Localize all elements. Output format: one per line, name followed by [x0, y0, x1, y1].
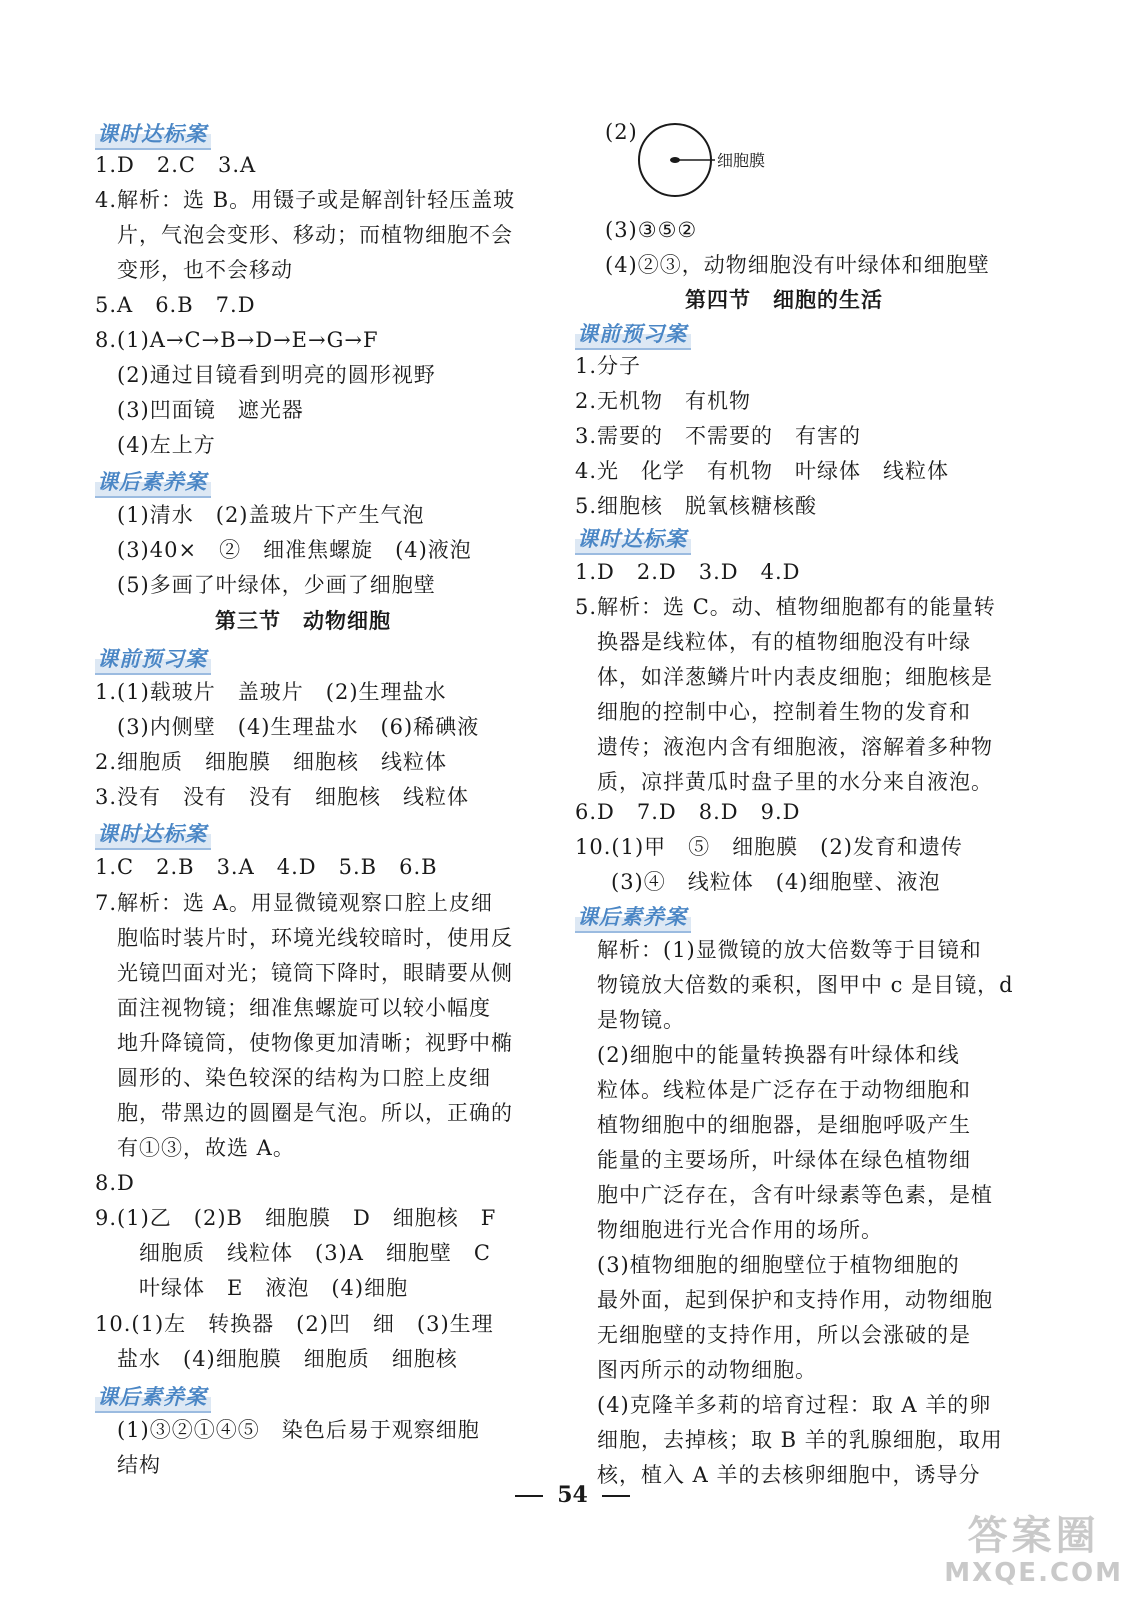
page-number-text: 54: [557, 1482, 588, 1508]
answer-line: 细胞，去掉核；取 B 羊的乳腺细胞，取用: [597, 1428, 1003, 1452]
answer-line: (2): [605, 120, 638, 144]
watermark-sub: MXQE.COM: [944, 1558, 1123, 1588]
answer-line: 结构: [117, 1453, 161, 1477]
answer-line: 盐水 (4)细胞膜 细胞质 细胞核: [117, 1347, 458, 1371]
answer-line: 4.光 化学 有机物 叶绿体 线粒体: [575, 459, 950, 483]
section-header: 课后素养案: [95, 1383, 211, 1413]
watermark-main: 答案圈: [967, 1513, 1100, 1559]
cell-membrane-diagram: [637, 122, 797, 202]
answer-line: 植物细胞中的细胞器，是细胞呼吸产生: [597, 1113, 971, 1137]
answer-line: 最外面，起到保护和支持作用，动物细胞: [597, 1288, 993, 1312]
answer-line: 图丙所示的动物细胞。: [597, 1358, 817, 1382]
answer-line: 物镜放大倍数的乘积，图甲中 c 是目镜，d: [597, 973, 1014, 997]
answer-line: (5)多画了叶绿体，少画了细胞壁: [117, 573, 436, 597]
answer-line: 有①③，故选 A。: [117, 1136, 295, 1160]
answer-line: 叶绿体 E 液泡 (4)细胞: [139, 1276, 409, 1300]
answer-line: (1)③②①④⑤ 染色后易于观察细胞: [117, 1418, 480, 1442]
answer-line: 1.D 2.D 3.D 4.D: [575, 560, 801, 584]
answer-line: (4)克隆羊多莉的培育过程：取 A 羊的卵: [597, 1393, 992, 1417]
answer-line: 胞，带黑边的圆圈是气泡。所以，正确的: [117, 1101, 513, 1125]
answer-line: (2)通过目镜看到明亮的圆形视野: [117, 363, 436, 387]
dash-left: [515, 1495, 543, 1497]
section-header: 课时达标案: [95, 120, 211, 150]
answer-line: 粒体。线粒体是广泛存在于动物细胞和: [597, 1078, 971, 1102]
section-header: 课前预习案: [95, 645, 211, 675]
answer-line: 8.(1)A→C→B→D→E→G→F: [95, 328, 379, 352]
answer-line: 细胞质 线粒体 (3)A 细胞壁 C: [139, 1241, 491, 1265]
answer-line: (4)②③，动物细胞没有叶绿体和细胞壁: [605, 253, 990, 277]
answer-line: 1.分子: [575, 354, 642, 378]
section-header: 课后素养案: [575, 903, 691, 933]
answer-line: 1.D 2.C 3.A: [95, 153, 257, 177]
answer-line: 物细胞进行光合作用的场所。: [597, 1218, 883, 1242]
answer-line: (3)40× ② 细准焦螺旋 (4)液泡: [117, 538, 472, 562]
section-header: 课时达标案: [95, 820, 211, 850]
answer-line: (4)左上方: [117, 433, 216, 457]
answer-line: 地升降镜筒，使物像更加清晰；视野中椭: [117, 1031, 513, 1055]
watermark: [944, 1514, 1123, 1588]
answer-line: 圆形的、染色较深的结构为口腔上皮细: [117, 1066, 491, 1090]
answer-line: 胞临时装片时，环境光线较暗时，使用反: [117, 926, 513, 950]
answer-line: 5.A 6.B 7.D: [95, 293, 256, 317]
answer-line: 核，植入 A 羊的去核卵细胞中，诱导分: [597, 1463, 981, 1487]
answer-line: 7.解析：选 A。用显微镜观察口腔上皮细: [95, 891, 493, 915]
dash-right: [602, 1495, 630, 1497]
section-header: 课后素养案: [95, 468, 211, 498]
answer-line: 片，气泡会变形、移动；而植物细胞不会: [117, 223, 513, 247]
answer-line: 10.(1)甲 ⑤ 细胞膜 (2)发育和遗传: [575, 835, 963, 859]
page-number: [0, 1482, 1145, 1508]
answer-line: 解析：(1)显微镜的放大倍数等于目镜和: [597, 938, 982, 962]
answer-line: 1.(1)载玻片 盖玻片 (2)生理盐水: [95, 680, 447, 704]
answer-line: 体，如洋葱鳞片叶内表皮细胞；细胞核是: [597, 665, 993, 689]
answer-line: 9.(1)乙 (2)B 细胞膜 D 细胞核 F: [95, 1206, 497, 1230]
answer-line: 能量的主要场所，叶绿体在绿色植物细: [597, 1148, 971, 1172]
answer-line: 1.C 2.B 3.A 4.D 5.B 6.B: [95, 855, 438, 879]
answer-line: 胞中广泛存在，含有叶绿素等色素，是植: [597, 1183, 993, 1207]
answer-line: 细胞的控制中心，控制着生物的发育和: [597, 700, 971, 724]
answer-line: 变形，也不会移动: [117, 258, 293, 282]
answer-line: (3)④ 线粒体 (4)细胞壁、液泡: [611, 870, 941, 894]
answer-line: 2.细胞质 细胞膜 细胞核 线粒体: [95, 750, 448, 774]
section-title: 第四节 细胞的生活: [685, 287, 883, 312]
answer-line: (3)③⑤②: [605, 218, 698, 242]
answer-line: 5.解析：选 C。动、植物细胞都有的能量转: [575, 595, 996, 619]
answer-line: 6.D 7.D 8.D 9.D: [575, 800, 801, 824]
diagram-label: 细胞膜: [717, 151, 766, 170]
answer-line: 遗传；液泡内含有细胞液，溶解着多种物: [597, 735, 993, 759]
answer-line: (3)凹面镜 遮光器: [117, 398, 304, 422]
answer-line: 5.细胞核 脱氧核糖核酸: [575, 494, 818, 518]
answer-line: 换器是线粒体，有的植物细胞没有叶绿: [597, 630, 971, 654]
answer-line: 2.无机物 有机物: [575, 389, 752, 413]
section-title: 第三节 动物细胞: [215, 608, 391, 633]
answer-line: (3)内侧壁 (4)生理盐水 (6)稀碘液: [117, 715, 480, 739]
section-header: 课前预习案: [575, 320, 691, 350]
answer-line: (2)细胞中的能量转换器有叶绿体和线: [597, 1043, 960, 1067]
answer-line: (3)植物细胞的细胞壁位于植物细胞的: [597, 1253, 960, 1277]
answer-line: 光镜凹面对光；镜筒下降时，眼睛要从侧: [117, 961, 513, 985]
answer-line: 8.D: [95, 1171, 135, 1195]
answer-line: 无细胞壁的支持作用，所以会涨破的是: [597, 1323, 971, 1347]
answer-line: 4.解析：选 B。用镊子或是解剖针轻压盖玻: [95, 188, 516, 212]
answer-line: 面注视物镜；细准焦螺旋可以较小幅度: [117, 996, 491, 1020]
answer-line: (1)清水 (2)盖玻片下产生气泡: [117, 503, 425, 527]
answer-line: 10.(1)左 转换器 (2)凹 细 (3)生理: [95, 1312, 494, 1336]
answer-line: 是物镜。: [597, 1008, 685, 1032]
answer-line: 3.没有 没有 没有 细胞核 线粒体: [95, 785, 470, 809]
answer-line: 质，凉拌黄瓜时盘子里的水分来自液泡。: [597, 770, 993, 794]
answer-line: 3.需要的 不需要的 有害的: [575, 424, 862, 448]
section-header: 课时达标案: [575, 525, 691, 555]
